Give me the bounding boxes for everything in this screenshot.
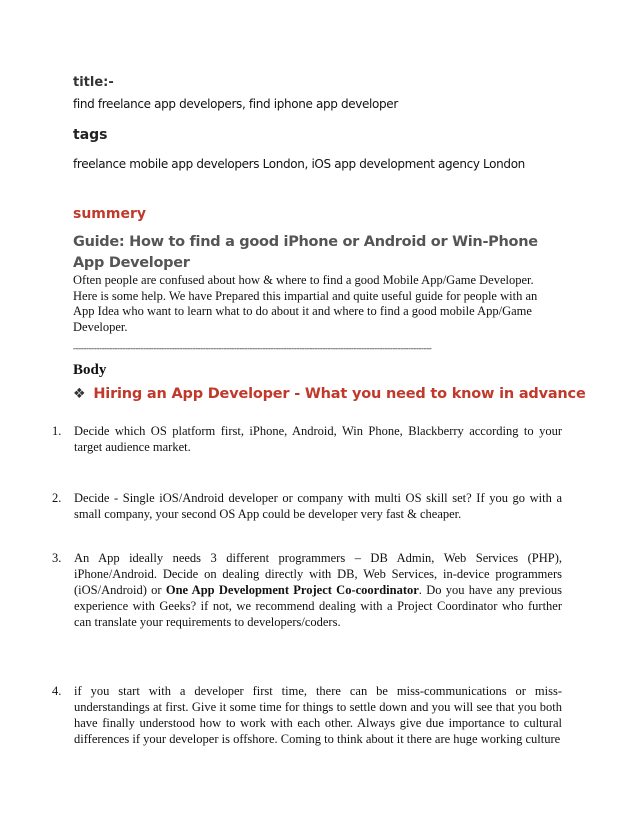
list-item-number: 4. [52,684,62,698]
list-item-text: Decide - Single iOS/Android developer or company with multi OS skill set? If you go with a small company, your second OS App could be developer very fast & cheaper. [74,491,562,521]
title-heading: title:- [73,75,114,90]
guide-heading: Guide: How to find a good iPhone or Android or Win-Phone App Developer [73,234,538,271]
list-item-text [74,550,562,630]
summary-paragraph: Often people are confused about how & where to find a good Mobile App/Game Developer. Here is some help. We have Prepared this impartial and quite useful guide for people with an App Idea who want to learn what to do about it and where to find a good mobile App/Game Developer. [73,273,538,334]
section-heading-text: Hiring an App Developer - What you need to know in advance [93,386,586,402]
list-item-text: Decide which OS platform first, iPhone, Android, Win Phone, Blackberry according to your target audience market. [74,424,562,454]
title-text: find freelance app developers, find iphone app developer [73,97,398,111]
list-item-bold-text: One App Development Project Co-coordinator [165,583,419,597]
list-item-number: 1. [52,424,62,438]
list-item-text-part: . Do you have any previous experience with Geeks? if not, we recommend dealing with a Project Coordinator who further can translate your requirements to developers/coders. [74,583,562,629]
tags-heading: tags [73,127,108,143]
diamond-bullet-icon: ❖ [73,386,86,402]
divider-line: ------------------------------------------------------------------------------------------------------------------------------------------ [73,343,432,353]
tags-text: freelance mobile app developers London, iOS app development agency London [73,157,525,171]
body-heading: Body [73,362,107,378]
list-item-number: 3. [52,551,62,565]
summary-heading: summery [73,206,147,222]
list-item-text-part: An App ideally needs 3 different programmers – DB Admin, Web Services (PHP), iPhone/Android. Decide on dealing directly with DB, Web Services, in-device programmers (iOS/Android) or [74,551,562,597]
list-item-text: if you start with a developer first time, there can be miss-communications or miss-understandings at first. Give it some time for things to settle down and you will see that you both have finally understood how to work with each other. Always give due importance to cultural differences if your developer is offshore. Coming to think about it there are huge working culture [74,684,562,746]
list-item-number: 2. [52,491,62,505]
section-heading [73,386,586,402]
